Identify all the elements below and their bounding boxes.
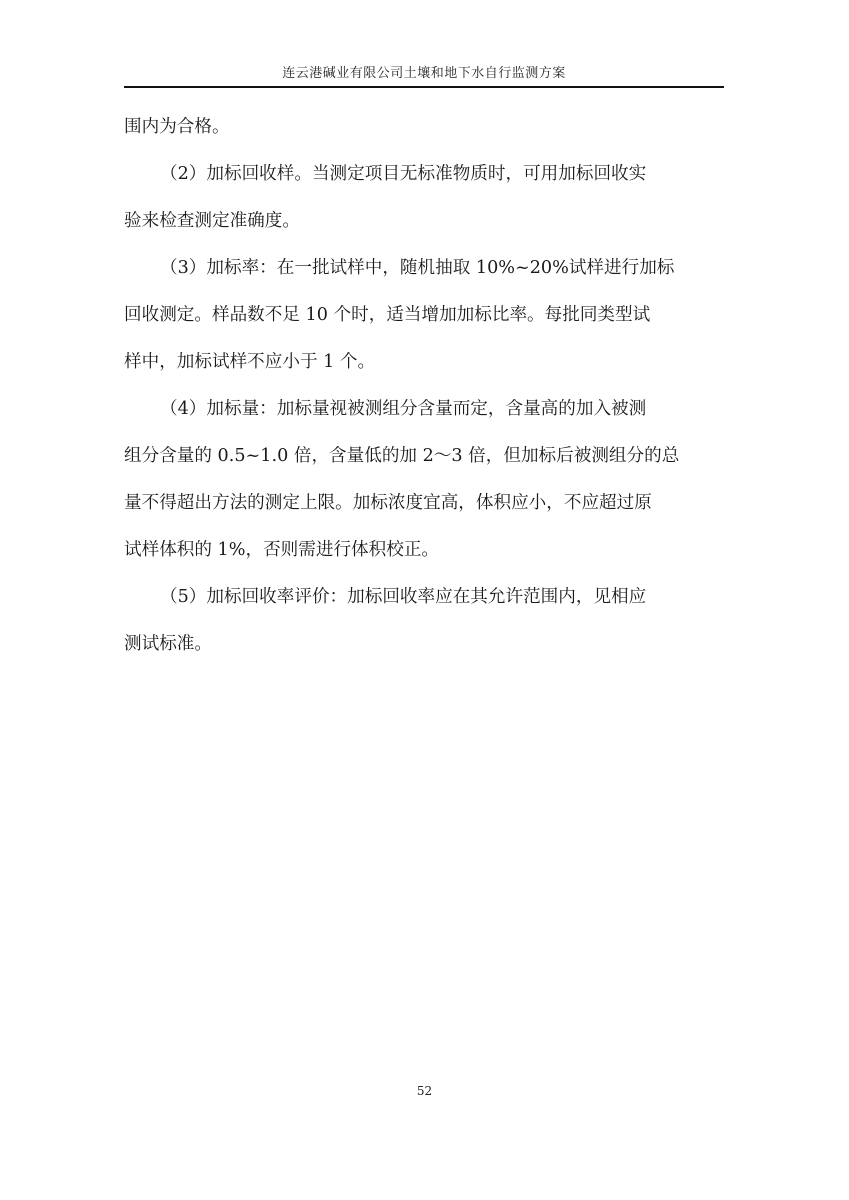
body-line-11: （5）加标回收率评价：加标回收率应在其允许范围内，见相应 <box>160 587 647 607</box>
body-line-12: 测试标准。 <box>124 634 212 654</box>
body-line-4: （3）加标率：在一批试样中，随机抽取 10%~20%试样进行加标 <box>160 258 675 278</box>
body-line-8: 组分含量的 0.5~1.0 倍，含量低的加 2～3 倍，但加标后被测组分的总 <box>124 446 680 466</box>
body-line-6: 样中，加标试样不应小于 1 个。 <box>124 352 376 372</box>
page-header-title: 连云港碱业有限公司土壤和地下水自行监测方案 <box>282 66 566 81</box>
body-line-2: （2）加标回收样。当测定项目无标准物质时，可用加标回收实 <box>160 164 647 184</box>
body-line-5: 回收测定。样品数不足 10 个时，适当增加加标比率。每批同类型试 <box>124 305 651 325</box>
header-divider <box>124 86 724 88</box>
document-body <box>124 104 724 668</box>
body-line-3: 验来检查测定准确度。 <box>124 211 300 231</box>
body-line-9: 量不得超出方法的测定上限。加标浓度宜高，体积应小，不应超过原 <box>124 493 652 513</box>
page-number: 52 <box>416 1084 433 1098</box>
body-line-10: 试样体积的 1%，否则需进行体积校正。 <box>124 540 440 560</box>
body-line-7: （4）加标量：加标量视被测组分含量而定，含量高的加入被测 <box>160 399 647 419</box>
body-line-1: 围内为合格。 <box>124 117 230 137</box>
